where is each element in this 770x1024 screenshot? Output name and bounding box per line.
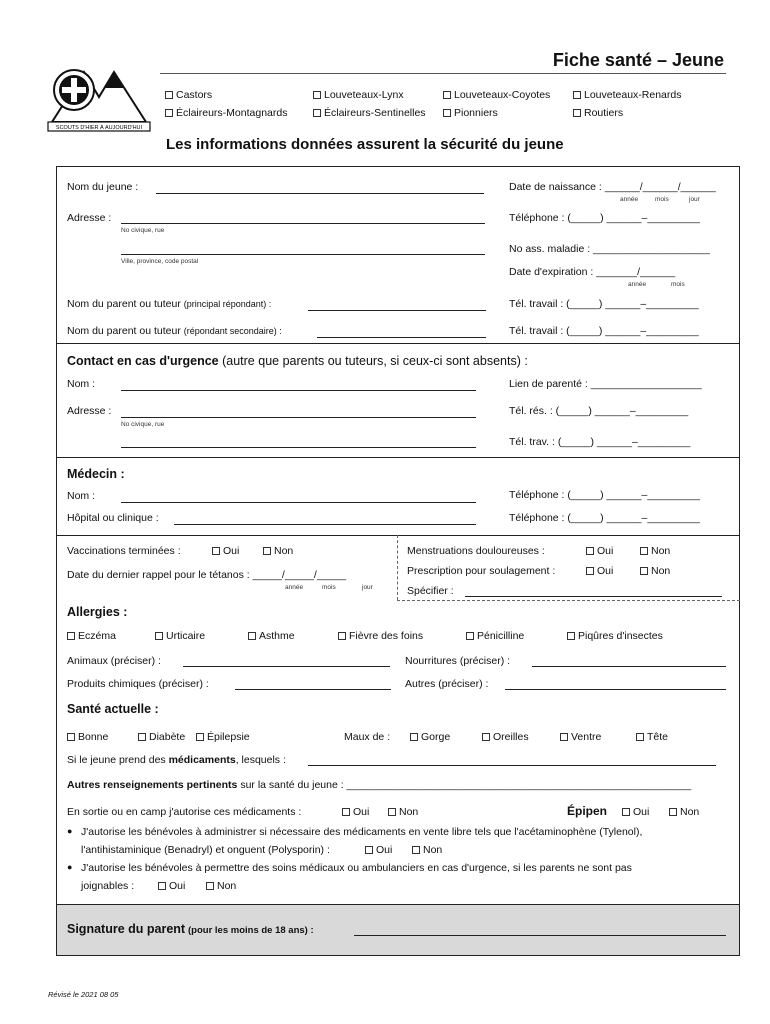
adresse-label: Adresse : [67, 212, 112, 224]
title-rule [160, 73, 726, 74]
animaux-field[interactable] [183, 666, 390, 667]
tel-trav[interactable]: Tél. trav. : (_____) ______–_________ [509, 436, 691, 448]
section-divider [56, 535, 740, 536]
signature-label: Signature du parent (pour les moins de 18 ans) : [67, 922, 314, 936]
checkbox-louveteaux-lynx[interactable]: Louveteaux-Lynx [313, 86, 404, 104]
checkbox-castors[interactable]: Castors [165, 86, 212, 104]
medicaments-label: Si le jeune prend des médicaments, lesquels : [67, 754, 286, 766]
tel-res[interactable]: Tél. rés. : (_____) ______–_________ [509, 405, 689, 417]
allergy-urticaire[interactable]: Urticaire [155, 630, 205, 642]
autres-renseignements[interactable]: Autres renseignements pertinents sur la santé du jeune : ___________________________________________________________ [67, 779, 692, 791]
checkbox-routiers[interactable]: Routiers [573, 104, 623, 122]
prescription-non[interactable]: Non [640, 565, 670, 577]
nom-jeune-field[interactable] [156, 193, 484, 194]
ville-field[interactable] [121, 254, 485, 255]
produits-field[interactable] [235, 689, 391, 690]
animaux-label: Animaux (préciser) : [67, 655, 161, 667]
menstruations-oui[interactable]: Oui [586, 545, 613, 557]
checkbox-pionniers[interactable]: Pionniers [443, 104, 498, 122]
hopital-field[interactable] [174, 524, 476, 525]
bullet2-oui[interactable]: Oui [158, 880, 185, 892]
maux-label: Maux de : [344, 731, 391, 743]
urgence-adresse-label: Adresse : [67, 405, 112, 417]
scouts-logo [44, 52, 154, 136]
naissance-label[interactable]: Date de naissance : ______/______/______ [509, 181, 716, 193]
bullet1-line1: J'autorise les bénévoles à administrer si nécessaire des médicaments en vente libre tels que l'acétaminophène (Tylenol), [81, 826, 643, 838]
parent1-field[interactable] [308, 310, 486, 311]
tel-travail-1[interactable]: Tél. travail : (_____) ______–_________ [509, 298, 699, 310]
bullet1-oui[interactable]: Oui [365, 844, 392, 856]
menstruations-label: Menstruations douloureuses : [407, 545, 545, 557]
maux-gorge[interactable]: Gorge [410, 731, 450, 743]
parent2-field[interactable] [317, 337, 486, 338]
revision-date: Révisé le 2021 08 05 [48, 990, 119, 999]
dashed-divider [397, 535, 398, 600]
etat-bonne[interactable]: Bonne [67, 731, 108, 743]
hopital-label: Hôpital ou clinique : [67, 512, 159, 524]
autres-label: Autres (préciser) : [405, 678, 489, 690]
checkbox-louveteaux-coyotes[interactable]: Louveteaux-Coyotes [443, 86, 550, 104]
nourritures-label: Nourritures (préciser) : [405, 655, 511, 667]
checkbox-eclaireurs-montagnards[interactable]: Éclaireurs-Montagnards [165, 104, 287, 122]
sortie-non[interactable]: Non [388, 806, 418, 818]
menstruations-non[interactable]: Non [640, 545, 670, 557]
epipen-label: Épipen [567, 804, 608, 818]
tel-travail-2[interactable]: Tél. travail : (_____) ______–_________ [509, 325, 699, 337]
vaccin-non[interactable]: Non [263, 545, 293, 557]
urgence-heading: Contact en cas d'urgence (autre que parents ou tuteurs, si ceux-ci sont absents) : [67, 354, 528, 368]
allergies-heading: Allergies : [67, 605, 128, 619]
bullet-icon: ● [67, 826, 73, 836]
allergy-piqures[interactable]: Piqûres d'insectes [567, 630, 663, 642]
produits-label: Produits chimiques (préciser) : [67, 678, 209, 690]
maux-oreilles[interactable]: Oreilles [482, 731, 529, 743]
nourritures-field[interactable] [532, 666, 726, 667]
section-divider [56, 343, 740, 344]
checkbox-louveteaux-renards[interactable]: Louveteaux-Renards [573, 86, 681, 104]
medicaments-field[interactable] [308, 765, 716, 766]
parent1-label: Nom du parent ou tuteur (principal répondant) : [67, 298, 272, 310]
specifier-label: Spécifier : [407, 585, 454, 597]
lien-parente[interactable]: Lien de parenté : ___________________ [509, 378, 702, 390]
tetanos-label[interactable]: Date du dernier rappel pour le tétanos : _____/_____/_____ [67, 569, 347, 581]
bullet2-line2: joignables : [81, 880, 135, 892]
urgence-adresse-field[interactable] [121, 417, 476, 418]
subtitle: Les informations données assurent la sécurité du jeune [166, 136, 564, 153]
parent2-label: Nom du parent ou tuteur (répondant secondaire) : [67, 325, 282, 337]
sortie-label: En sortie ou en camp j'autorise ces médicaments : [67, 806, 302, 818]
page-title: Fiche santé – Jeune [552, 50, 724, 70]
maux-tete[interactable]: Tête [636, 731, 668, 743]
nom-jeune-label: Nom du jeune : [67, 181, 139, 193]
bullet1-non[interactable]: Non [412, 844, 442, 856]
prescription-oui[interactable]: Oui [586, 565, 613, 577]
medecin-tel2[interactable]: Téléphone : (_____) ______–_________ [509, 512, 700, 524]
maux-ventre[interactable]: Ventre [560, 731, 601, 743]
medecin-nom-label: Nom : [67, 490, 96, 502]
section-divider [56, 457, 740, 458]
specifier-field[interactable] [465, 596, 722, 597]
urgence-nom-label: Nom : [67, 378, 96, 390]
checkbox-eclaireurs-sentinelles[interactable]: Éclaireurs-Sentinelles [313, 104, 426, 122]
vaccin-oui[interactable]: Oui [212, 545, 239, 557]
medecin-tel1[interactable]: Téléphone : (_____) ______–_________ [509, 489, 700, 501]
epipen-oui[interactable]: Oui [622, 806, 649, 818]
medecin-nom-field[interactable] [121, 502, 476, 503]
dashed-divider [397, 600, 740, 601]
bullet2-line1: J'autorise les bénévoles à permettre des soins médicaux ou ambulanciers en cas d'urgence, si les parents ne sont pas [81, 862, 632, 874]
assurance-label[interactable]: No ass. maladie : ____________________ [509, 243, 710, 255]
urgence-nom-field[interactable] [121, 390, 476, 391]
sante-actuelle-heading: Santé actuelle : [67, 702, 159, 716]
bullet2-non[interactable]: Non [206, 880, 236, 892]
etat-diabete[interactable]: Diabète [138, 731, 185, 743]
prescription-label: Prescription pour soulagement : [407, 565, 556, 577]
allergy-eczema[interactable]: Eczéma [67, 630, 116, 642]
logo-text: SCOUTS D'HIER À AUJOURD'HUI [55, 125, 143, 131]
telephone-label[interactable]: Téléphone : (_____) ______–_________ [509, 212, 700, 224]
medecin-heading: Médecin : [67, 467, 125, 481]
adresse-field[interactable] [121, 223, 485, 224]
sortie-oui[interactable]: Oui [342, 806, 369, 818]
autres-field[interactable] [505, 689, 726, 690]
etat-epilepsie[interactable]: Épilepsie [196, 731, 250, 743]
allergy-penicilline[interactable]: Pénicilline [466, 630, 524, 642]
allergy-fievre[interactable]: Fièvre des foins [338, 630, 423, 642]
allergy-asthme[interactable]: Asthme [248, 630, 295, 642]
urgence-ville-field[interactable] [121, 447, 476, 448]
bullet1-line2: l'antihistaminique (Benadryl) et onguent (Polysporin) : [81, 844, 330, 856]
vaccinations-label: Vaccinations terminées : [67, 545, 181, 557]
expiration-label[interactable]: Date d'expiration : _______/______ [509, 266, 676, 278]
bullet-icon: ● [67, 862, 73, 872]
epipen-non[interactable]: Non [669, 806, 699, 818]
signature-field[interactable] [354, 935, 726, 936]
